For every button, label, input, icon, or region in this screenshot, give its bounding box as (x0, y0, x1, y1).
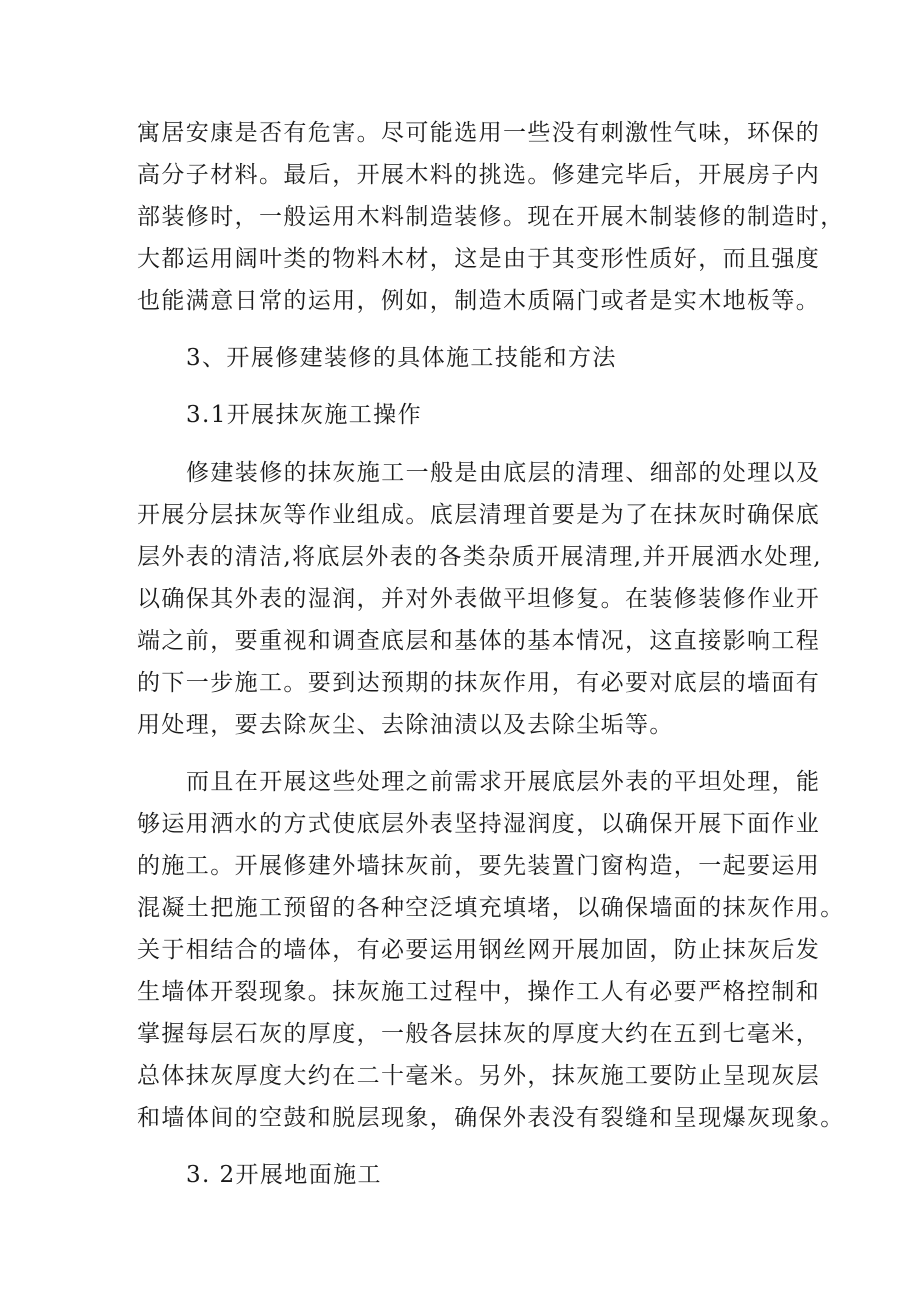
para3-line-9: 和墙体间的空鼓和脱层现象，确保外表没有裂缝和呈现爆灰现象。 (137, 1105, 845, 1131)
para3-line-2: 够运用洒水的方式使底层外表坚持湿润度，以确保开展下面作业 (137, 811, 821, 837)
para1-line-1: 寓居安康是否有危害。尽可能选用一些没有刺激性气味，环保的 (137, 120, 821, 146)
para3-line-4: 混凝土把施工预留的各种空泛填充填堵，以确保墙面的抹灰作用。 (137, 895, 845, 921)
para3-line-1: 而且在开展这些处理之前需求开展底层外表的平坦处理，能 (186, 769, 821, 795)
para3-line-6: 生墙体开裂现象。抹灰施工过程中，操作工人有必要严格控制和 (137, 979, 821, 1005)
para2-line-7: 用处理，要去除灰尘、去除油渍以及去除尘垢等。 (137, 712, 674, 738)
para1-line-2: 高分子材料。最后，开展木料的挑选。修建完毕后，开展房子内 (137, 162, 821, 188)
para2-line-4: 以确保其外表的湿润，并对外表做平坦修复。在装修装修作业开 (137, 586, 821, 612)
para2-line-3: 层外表的清洁,将底层外表的各类杂质开展清理,并开展洒水处理, (137, 544, 822, 570)
para1-line-4: 大都运用阔叶类的物料木材，这是由于其变形性质好，而且强度 (137, 246, 821, 272)
para1-line-3: 部装修时，一般运用木料制造装修。现在开展木制装修的制造时， (137, 204, 845, 230)
para3-line-5: 关于相结合的墙体，有必要运用钢丝网开展加固，防止抹灰后发 (137, 937, 821, 963)
section-heading-3-2: 3. 2开展地面施工 (186, 1162, 382, 1188)
para3-line-7: 掌握每层石灰的厚度，一般各层抹灰的厚度大约在五到七毫米， (137, 1021, 821, 1047)
para3-line-3: 的施工。开展修建外墙抹灰前，要先装置门窗构造，一起要运用 (137, 853, 821, 879)
para3-line-8: 总体抹灰厚度大约在二十毫米。另外，抹灰施工要防止呈现灰层 (137, 1063, 821, 1089)
para1-line-5: 也能满意日常的运用，例如，制造木质隔门或者是实木地板等。 (137, 288, 821, 314)
para2-line-5: 端之前，要重视和调查底层和基体的基本情况，这直接影响工程 (137, 628, 821, 654)
para2-line-1: 修建装修的抹灰施工一般是由底层的清理、细部的处理以及 (186, 460, 821, 486)
para2-line-6: 的下一步施工。要到达预期的抹灰作用，有必要对底层的墙面有 (137, 670, 821, 696)
para2-line-2: 开展分层抹灰等作业组成。底层清理首要是为了在抹灰时确保底 (137, 502, 821, 528)
section-heading-3-1: 3.1开展抹灰施工操作 (186, 402, 422, 428)
section-heading-3: 3、开展修建装修的具体施工技能和方法 (186, 345, 617, 371)
